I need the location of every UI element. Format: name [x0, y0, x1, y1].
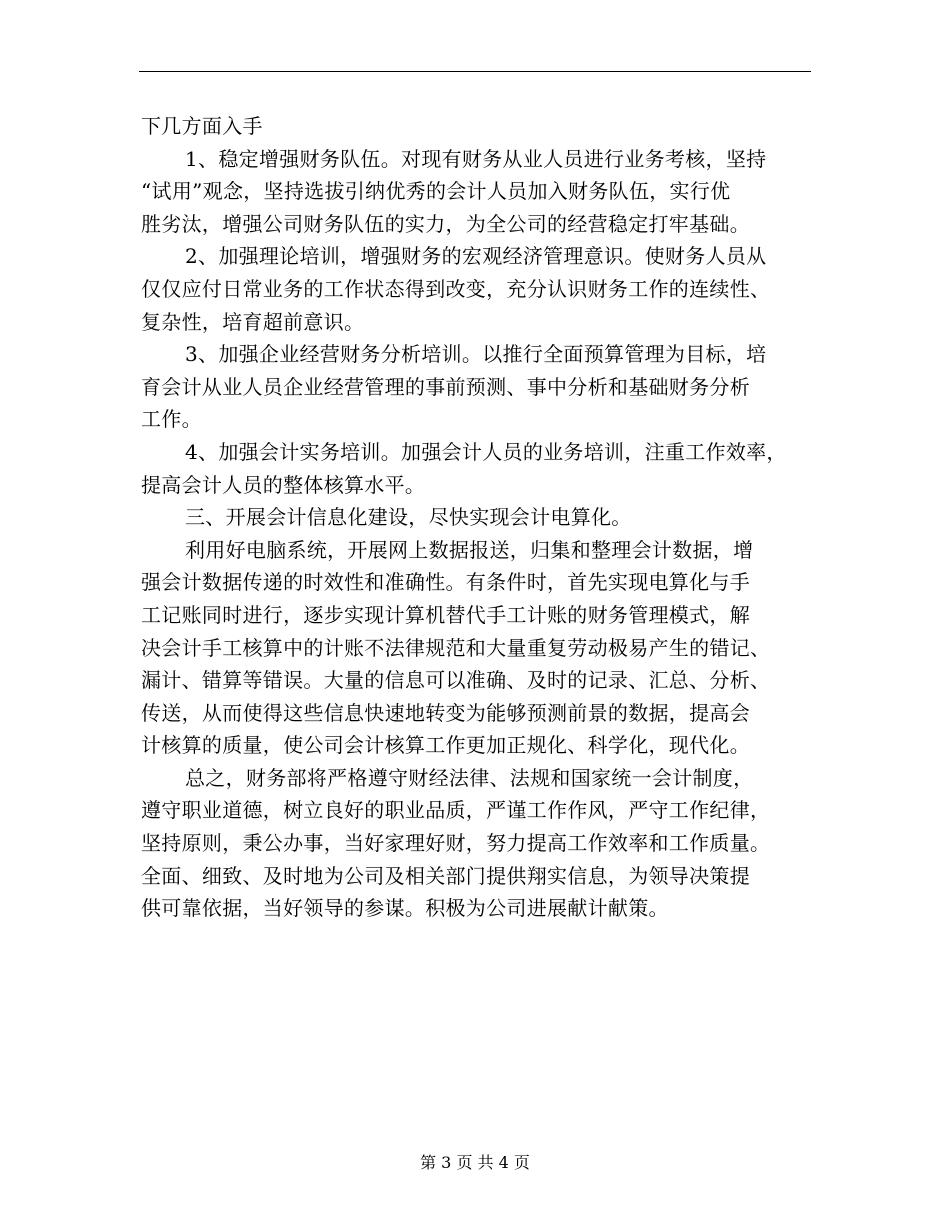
- text-line: 漏计、错算等错误。大量的信息可以准确、及时的记录、汇总、分析、: [141, 668, 771, 693]
- text-line: 工记账同时进行，逐步实现计算机替代手工计账的财务管理模式，解: [141, 602, 750, 627]
- text-line: 决会计手工核算中的计账不法律规范和大量重复劳动极易产生的错记、: [141, 635, 771, 660]
- text-line: 坚持原则，秉公办事，当好家理好财，努力提高工作效率和工作质量。: [141, 831, 771, 856]
- text-line: 仅仅应付日常业务的工作状态得到改变，充分认识财务工作的连续性、: [141, 276, 771, 301]
- text-line: 1、稳定增强财务队伍。对现有财务从业人员进行业务考核，坚持: [185, 146, 767, 171]
- text-line: 工作。: [141, 407, 202, 432]
- text-line: 强会计数据传递的时效性和准确性。有条件时，首先实现电算化与手: [141, 570, 750, 595]
- document-body: [141, 110, 813, 925]
- text-line: 利用好电脑系统，开展网上数据报送，归集和整理会计数据，增: [185, 537, 754, 562]
- header-rule: [139, 71, 811, 72]
- text-line: 4、加强会计实务培训。加强会计人员的业务培训，注重工作效率，: [185, 439, 787, 464]
- text-line: 传送，从而使得这些信息快速地转变为能够预测前景的数据，提高会: [141, 700, 750, 725]
- text-line: 总之，财务部将严格遵守财经法律、法规和国家统一会计制度，: [185, 765, 754, 790]
- text-line: 提高会计人员的整体核算水平。: [141, 472, 426, 497]
- text-line: 3、加强企业经营财务分析培训。以推行全面预算管理为目标，培: [185, 342, 767, 367]
- text-line: 育会计从业人员企业经营管理的事前预测、事中分析和基础财务分析: [141, 374, 750, 399]
- text-line: 计核算的质量，使公司会计核算工作更加正规化、科学化，现代化。: [141, 733, 750, 758]
- text-line: 复杂性，培育超前意识。: [141, 309, 365, 334]
- text-line: 遵守职业道德，树立良好的职业品质，严谨工作作风，严守工作纪律，: [141, 798, 771, 823]
- section-heading: 三、开展会计信息化建设，尽快实现会计电算化。: [185, 505, 632, 530]
- text-line: 2、加强理论培训，增强财务的宏观经济管理意识。使财务人员从: [185, 244, 767, 269]
- text-line: 胜劣汰，增强公司财务队伍的实力，为全公司的经营稳定打牢基础。: [141, 211, 750, 236]
- text-line: 供可靠依据，当好领导的参谋。积极为公司进展献计献策。: [141, 896, 669, 921]
- text-line: “试用”观念，坚持选拔引纳优秀的会计人员加入财务队伍，实行优: [141, 179, 731, 204]
- page-number: 第 3 页 共 4 页: [420, 1153, 530, 1172]
- text-line: 下几方面入手: [141, 114, 263, 138]
- text-line: 全面、细致、及时地为公司及相关部门提供翔实信息，为领导决策提: [141, 863, 750, 888]
